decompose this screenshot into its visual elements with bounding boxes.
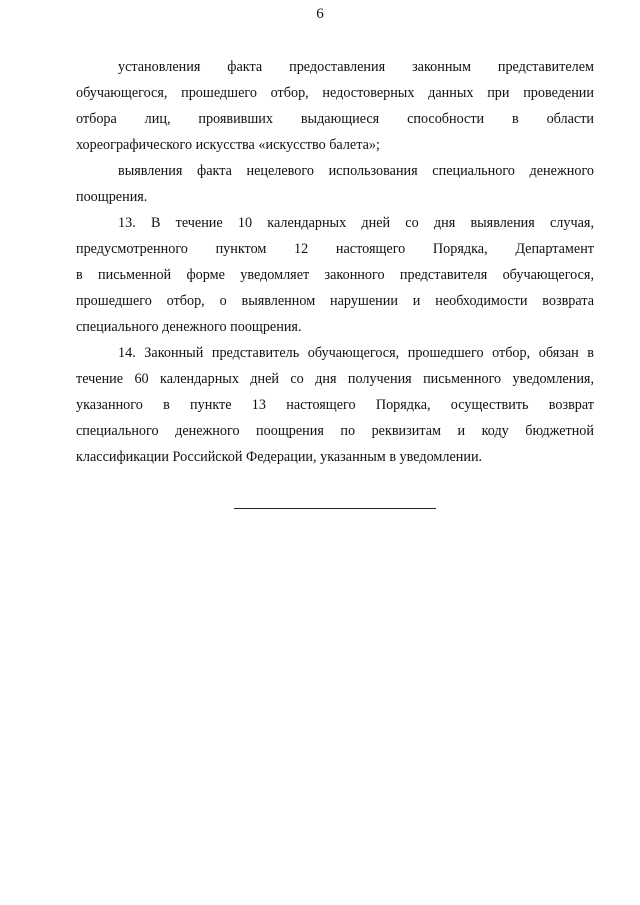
document-body — [76, 54, 594, 470]
paragraph-misuse — [76, 158, 594, 210]
text-line: предусмотренного пунктом 12 настоящего Порядка, Департамент — [76, 241, 594, 257]
end-divider — [234, 508, 436, 509]
text-line: отбора лиц, проявивших выдающиеся способности в области — [76, 111, 594, 127]
text-line: прошедшего отбор, о выявленном нарушении и необходимости возврата — [76, 293, 594, 309]
paragraph-item-13 — [76, 210, 594, 340]
text-line: классификации Российской Федерации, указанным в уведомлении. — [76, 449, 483, 465]
text-line: хореографического искусства «искусство балета»; — [76, 137, 380, 153]
text-line: течение 60 календарных дней со дня получения письменного уведомления, — [76, 371, 594, 387]
text-line: указанного в пункте 13 настоящего Порядка, осуществить возврат — [76, 397, 594, 413]
text-line: в письменной форме уведомляет законного представителя обучающегося, — [76, 267, 594, 283]
paragraph-item-14 — [76, 340, 594, 470]
text-line: установления факта предоставления законным представителем — [118, 59, 594, 75]
text-line: специального денежного поощрения. — [76, 319, 302, 335]
text-line: 13. В течение 10 календарных дней со дня выявления случая, — [118, 215, 594, 231]
text-line: 14. Законный представитель обучающегося, прошедшего отбор, обязан в — [118, 345, 594, 361]
paragraph-fact-false-data — [76, 54, 594, 158]
text-line: поощрения. — [76, 189, 148, 205]
page-number: 6 — [316, 6, 324, 22]
text-line: специального денежного поощрения по реквизитам и коду бюджетной — [76, 423, 594, 439]
text-line: выявления факта нецелевого использования специального денежного — [118, 163, 594, 179]
text-line: обучающегося, прошедшего отбор, недостоверных данных при проведении — [76, 85, 594, 101]
